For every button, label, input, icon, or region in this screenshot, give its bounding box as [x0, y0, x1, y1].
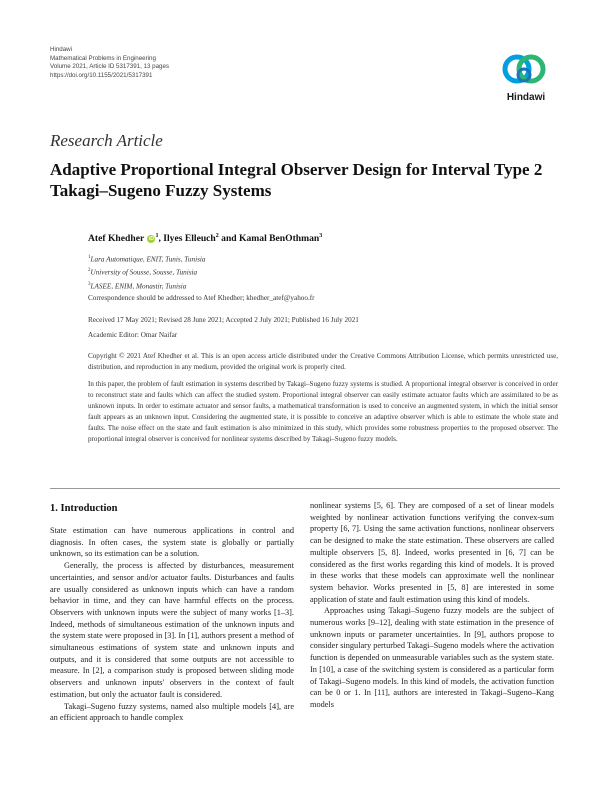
section-heading: 1. Introduction	[50, 503, 118, 514]
body-paragraph: Takagi–Sugeno fuzzy systems, named also multiple models [4], are an efficient approach to handle complex	[50, 701, 294, 723]
author-sup: 1	[155, 233, 159, 239]
journal-name: Mathematical Problems in Engineering	[50, 54, 156, 62]
author-sup: 2	[215, 233, 219, 239]
affiliation	[88, 252, 205, 265]
volume-line: Volume 2021, Article ID 5317391, 13 pages	[50, 63, 170, 71]
publisher-name: Hindawi	[50, 46, 73, 53]
doi-link[interactable]: https://doi.org/10.1155/2021/5317391	[50, 71, 153, 79]
affiliation-list	[88, 252, 205, 292]
body-paragraph: Generally, the process is affected by disturbances, measurement uncertainties, and sensor and/or actuator faults. Disturbances and faults are usually considered as unknown inputs which can have a random behavior in time, and they can have harmful effects on the process. Observers with unknown inputs were the subject of many works [1–3]. Indeed, methods of simultaneous estimation of the unknown inputs and the system state were proposed in [3]. In [1], authors present a method of simultaneous estimations of system state and unknown inputs and outputs, and it is considered that some outputs are not accessible to measure. In [2], a comparison study is proposed between sliding mode observers and unknown inputs' observers in the context of fault estimation, but only the actuator fault is considered.	[50, 561, 294, 699]
body-paragraph: nonlinear systems [5, 6]. They are composed of a set of linear models weighted by nonlinear activation functions verifying the convex-sum property [6, 7]. Using the same activation functions, nonlinear observers can be designed to make the state estimation. These observers are called multiple observers [5, 8]. Indeed, works presented in [6, 7] can be considered as the first works regarding this kind of models. It is proved in these works that these models can approximate well the nonlinear system behavior. Works presented in [5, 8] are interested in some application of state and fault estimation using this kind of models.	[310, 501, 554, 604]
affiliation-sup: 1	[88, 255, 91, 260]
affiliation-text: University of Sousse, Sousse, Tunisia	[90, 268, 198, 277]
author-list: Atef Khedher $iD^1$, Ilyes Elleuch$^2$ and Kamal BenOthman$^3$	[88, 233, 323, 245]
author-name[interactable]: Kamal BenOthman	[239, 233, 320, 245]
affiliation	[88, 265, 205, 278]
affiliation-sup: 3	[88, 281, 91, 287]
body-paragraph: State estimation can have numerous applications in control and diagnosis. In often cases, the system state is globally or partially unknown, so its estimation can be a solution.	[50, 526, 294, 559]
logo-wordmark: Hindawi	[506, 92, 546, 103]
article-title: Adaptive Proportional Integral Observer Design for Interval Type 2 Takagi–Sugeno Fuzzy Systems	[50, 160, 543, 200]
dates-line: Received 17 May 2021; Revised 28 June 2021; Accepted 2 July 2021; Published 16 July 2021	[88, 316, 359, 324]
orcid-icon[interactable]: iD	[148, 236, 154, 243]
academic-editor-line: Academic Editor: Omar Naifar	[88, 331, 178, 339]
abstract: In this paper, the problem of fault estimation in systems described by Takagi–Sugeno fuzzy systems is studied. A proportional integral observer is conceived in order to reconstruct state and faults which can affect the studied system. Proportional integral observer can easily estimate actuator faults which are assimilated to be as unknown inputs. In order to estimate actuator and sensor faults, a mathematical transformation is used to conceive an augmented system, in which the initial sensor fault appears as an unknown input. Considering the augmented state, it is possible to conceive an adaptive observer which is able to estimate the whole state and faults. The noise effect on the state and fault estimation is also minimized in this study, which provides some robustness properties to the proposed observer. The proportional integral observer is conceived for nonlinear systems described by Takagi–Sugeno fuzzy models.	[88, 380, 558, 443]
author-name[interactable]: Atef Khedher	[88, 233, 145, 245]
section-divider	[50, 488, 560, 489]
author-name[interactable]: Ilyes Elleuch	[163, 233, 216, 245]
affiliation-text: Lara Automatique, ENIT, Tunis, Tunisia	[90, 255, 206, 264]
affiliation-sup: 2	[88, 268, 91, 274]
affiliation	[88, 279, 205, 292]
body-column-left	[50, 525, 294, 724]
article-type: Research Article	[50, 131, 163, 150]
journal-meta	[50, 46, 300, 80]
correspondence-line: Correspondence should be addressed to Atef Khedher; khedher_atef@yahoo.fr	[88, 294, 315, 302]
body-column-right	[310, 500, 554, 711]
author-sup: 3	[319, 233, 323, 239]
copyright-notice: Copyright © 2021 Atef Khedher et al. This is an open access article distributed under the Creative Commons Attribution License, which permits unrestricted use, distribution, and reproduction in any medium, provided the original work is properly cited.	[88, 352, 558, 371]
body-paragraph: Approaches using Takagi–Sugeno fuzzy models are the subject of numerous works [9–12], dealing with state estimation in the presence of unknown inputs or parameter uncertainties. In [9], authors propose to consider singulary perturbed Takagi–Sugeno models where the activation function is depended on unmeasurable variables such as the system state. In [10], a case of the switching system is considered as a particular form of Takagi–Sugeno models. In this kind of models, the activation function can be 0 or 1. In [11], authors are interested in Takagi–Sugeno–Kang models	[310, 606, 554, 709]
affiliation-text: LASEE, ENIM, Monastir, Tunisia	[90, 282, 187, 291]
